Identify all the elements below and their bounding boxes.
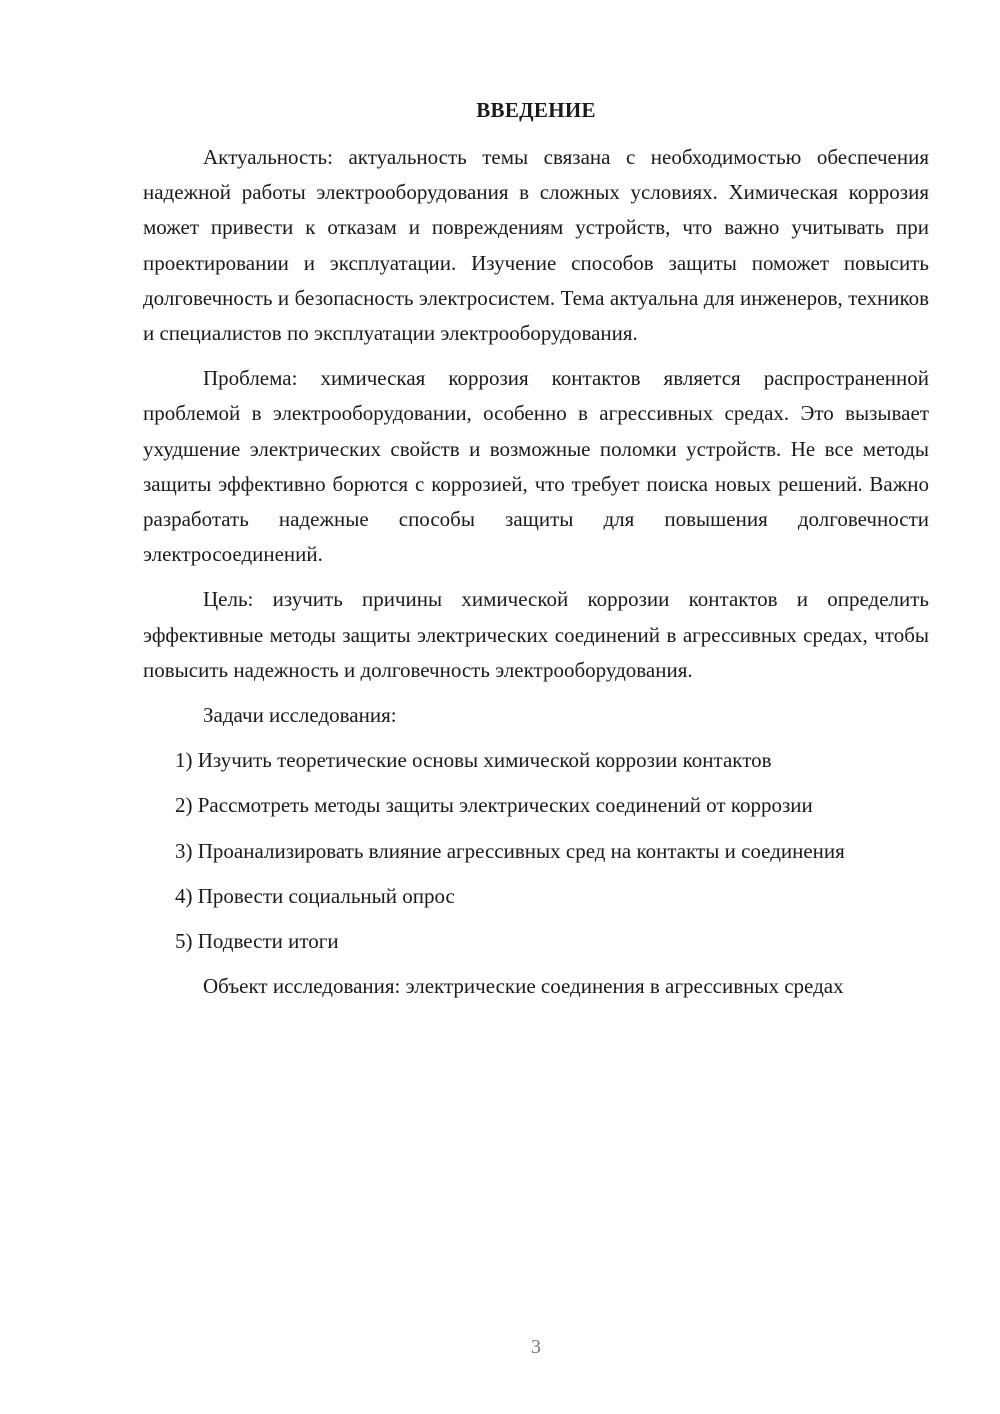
list-item-task-1: 1) Изучить теоретические основы химической коррозии контактов [175,748,772,773]
paragraph-relevance: Актуальность: актуальность темы связана с необходимостью обеспечения надежной работы электрооборудования в сложных условиях. Химическая коррозия может привести к отказам и повреждениям устройств, что важно учитывать при проектировании и эксплуатации. Изучение способов защиты поможет повысить долговечность и безопасность электросистем. Тема актуальна для инженеров, техников и специалистов по эксплуатации электрооборудования. [143,145,929,346]
document-body [143,140,929,1014]
paragraph-object: Объект исследования: электрические соединения в агрессивных средах [203,974,844,999]
list-item-task-5: 5) Подвести итоги [175,929,339,954]
page-title: ВВЕДЕНИЕ [476,98,596,122]
paragraph-goal: Цель: изучить причины химической коррозии контактов и определить эффективные методы защиты электрических соединений в агрессивных средах, чтобы повысить надежность и долговечность электрооборудования. [143,587,929,682]
list-item-task-3: 3) Проанализировать влияние агрессивных сред на контакты и соединения [175,838,845,863]
paragraph-tasks-heading: Задачи исследования: [203,703,397,728]
paragraph-problem: Проблема: химическая коррозия контактов является распространенной проблемой в электрооборудовании, особенно в агрессивных средах. Это вызывает ухудшение электрических свойств и возможные поломки устройств. Не все методы защиты эффективно борются с коррозией, что требует поиска новых решений. Важно разработать надежные способы защиты для повышения долговечности электросоединений. [143,366,929,567]
list-item-task-4: 4) Провести социальный опрос [175,883,455,908]
page-number: 3 [531,1336,541,1358]
list-item-task-2: 2) Рассмотреть методы защиты электрических соединений от коррозии [175,793,813,818]
